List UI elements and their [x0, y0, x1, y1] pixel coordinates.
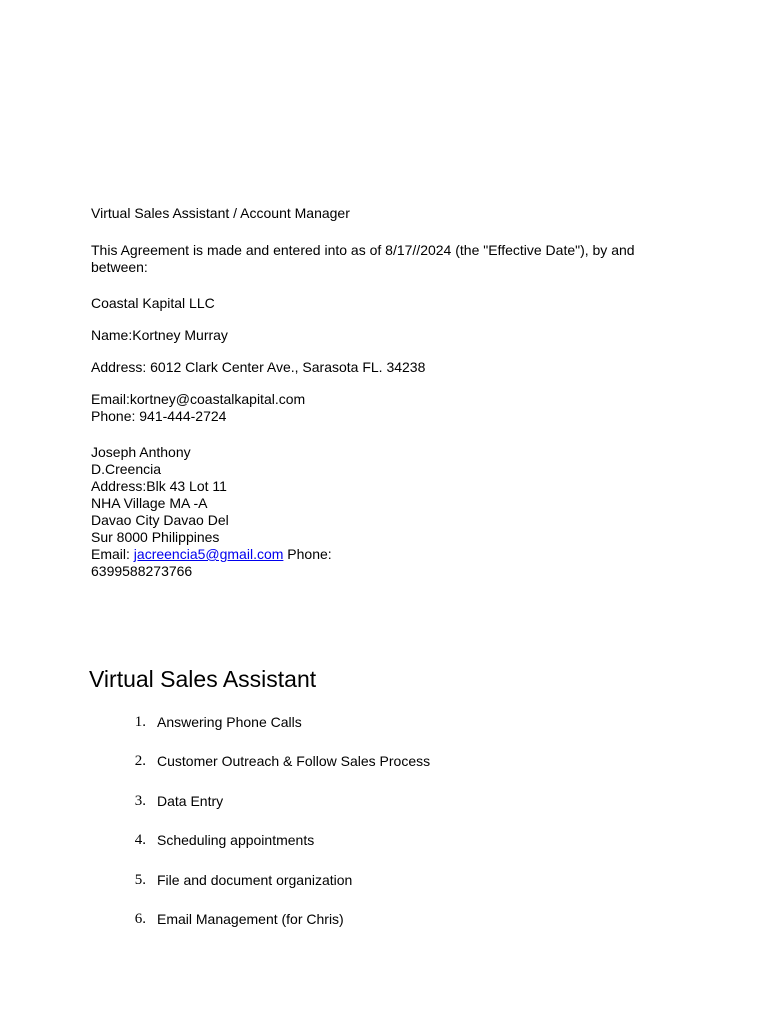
list-item-text: Customer Outreach & Follow Sales Process — [157, 753, 431, 770]
assistant-email-link[interactable]: jacreencia5@gmail.com — [133, 546, 284, 562]
assistant-name-line-1: Joseph Anthony — [91, 444, 191, 460]
assistant-name-line-2: D.Creencia — [91, 461, 162, 477]
assistant-details — [91, 444, 651, 580]
assistant-phone-label: Phone: — [283, 546, 332, 562]
assistant-email-label: Email: — [91, 546, 134, 562]
assistant-address-line-1: Address:Blk 43 Lot 11 — [91, 478, 227, 494]
assistant-phone-number: 6399588273766 — [91, 563, 193, 579]
list-item-text: Email Management (for Chris) — [157, 910, 344, 927]
company-name — [91, 295, 651, 312]
company-contact-name — [91, 327, 651, 344]
company-phone: Phone: 941-444-2724 — [91, 408, 227, 424]
company-name-text: Coastal Kapital LLC — [91, 295, 215, 311]
list-item-text: File and document organization — [157, 871, 353, 888]
list-item-number: 5. — [134, 871, 146, 888]
company-address — [91, 359, 651, 376]
company-contact-name-text: Name:Kortney Murray — [91, 327, 228, 343]
assistant-email-phone-line — [91, 546, 651, 563]
company-address-text: Address: 6012 Clark Center Ave., Sarasota FL. 34238 — [91, 359, 426, 375]
list-item-number: 3. — [134, 792, 146, 809]
agreement-text: This Agreement is made and entered into as of 8/17//2024 (the "Effective Date"), by and between: — [91, 242, 635, 275]
list-item-number: 4. — [134, 832, 146, 849]
document-title-text: Virtual Sales Assistant / Account Manager — [91, 205, 350, 221]
document-title — [91, 205, 651, 222]
list-item-number: 2. — [134, 753, 146, 770]
agreement-paragraph — [91, 242, 651, 276]
list-item-text: Data Entry — [157, 792, 224, 809]
assistant-address-line-3: Davao City Davao Del — [91, 512, 229, 528]
company-contact-info — [91, 391, 651, 425]
list-item-number: 6. — [134, 910, 146, 927]
list-item-text: Answering Phone Calls — [157, 714, 302, 730]
company-email: Email:kortney@coastalkapital.com — [91, 391, 306, 407]
list-item-number: 1. — [134, 714, 146, 730]
assistant-address-line-4: Sur 8000 Philippines — [91, 529, 220, 545]
assistant-address-line-2: NHA Village MA -A — [91, 495, 208, 511]
list-item-text: Scheduling appointments — [157, 832, 315, 849]
section-heading: Virtual Sales Assistant — [89, 666, 317, 692]
